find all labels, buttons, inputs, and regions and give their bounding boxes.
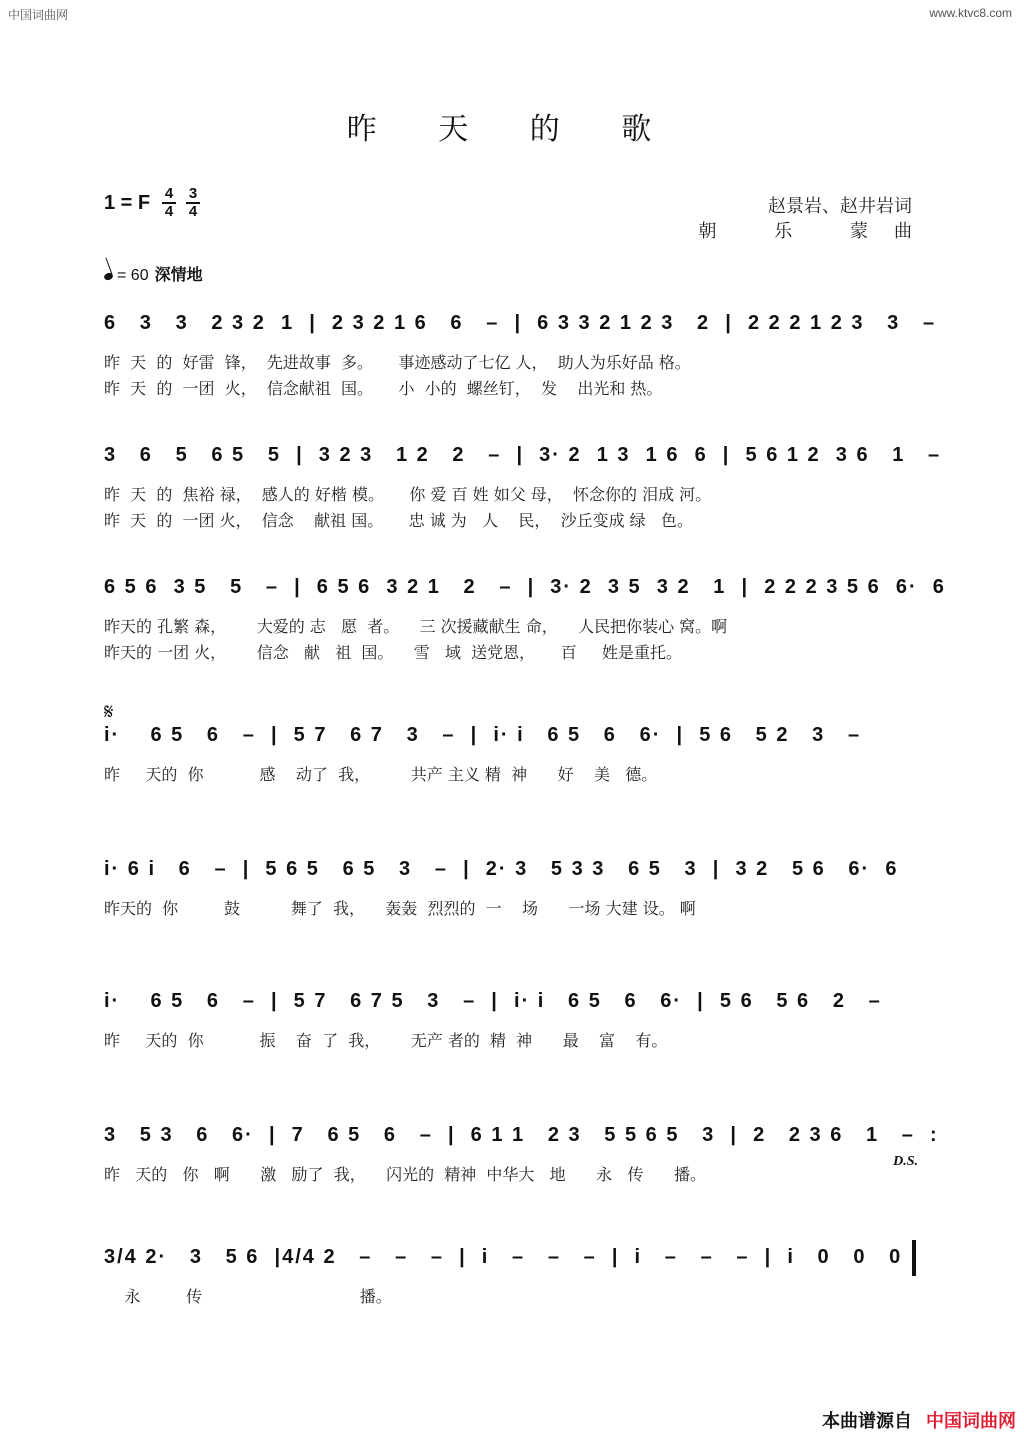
notation-row [100,1118,939,1162]
quarter-note-icon [103,272,114,282]
credit-composer: 朝 乐 蒙曲 [698,221,938,242]
score-system [100,306,937,402]
key-signature: 1 = F [104,192,151,214]
lyric-line: 昨 天 的 焦裕 禄， 感人的 好楷 模。 你 爱 百 姓 如父 母， 怀念你的 泪成 河。 [104,485,712,504]
lyric-line: 昨 天 的 一团 火， 信念献祖 国。 小 小的 螺丝钉， 发 出光和 热。 [104,379,663,398]
score-system [100,438,942,534]
jianpu-notes: 3 6 5 6 5 5 | 3 2 3 1 2 2 – | 3· 2 1 3 1 6 6 | 5 6 1 2 3 6 1 – [104,444,942,466]
jianpu-notes: 3/4 2· 3 5 6 |4/4 2 – – – | i – – – | i – – – | i 0 0 0 [104,1246,903,1268]
notation-row [100,1240,920,1284]
tempo-value: = 60 [117,267,149,284]
notation-row [100,438,942,482]
score-system [100,852,920,922]
time-signature-2 [186,186,200,220]
jianpu-notes: i· 6 5 6 – | 5 7 6 7 5 3 – | i· i 6 5 6 6· | 5 6 5 6 2 – [104,990,882,1012]
time-signature-1 [162,186,176,220]
score-system [100,718,920,788]
lyric-line: 昨 天的 你 振 奋 了 我， 无产 者的 精 神 最 富 有。 [104,1031,668,1050]
notation-row [100,570,946,614]
segno-sign: 𝄋 [104,700,114,725]
notation-row [100,852,920,896]
jianpu-notes: 6 3 3 2 3 2 1 | 2 3 2 1 6 6 – | 6 3 3 2 1 2 3 2 | 2 2 2 1 2 3 3 – [104,312,937,334]
score-system [100,1240,920,1310]
tempo-expression: 深情地 [154,265,203,284]
lyric-line: 昨天的 孔繁 森， 大爱的 志 愿 者。 三 次援藏献生 命， 人民把你装心 窝。啊 [104,617,728,636]
footer-credit [822,1407,1016,1433]
score-system [100,984,920,1054]
time-sig-1-top: 4 [164,185,174,202]
watermark-right: www.ktvc8.com [929,6,1012,20]
lyric-line: 昨天的 你 鼓 舞了 我， 轰轰 烈烈的 一 场 一场 大建 设。 啊 [104,899,696,918]
footer-source: 本曲谱源自 [822,1411,912,1431]
final-barline [912,1240,916,1276]
time-sig-2-bottom: 4 [186,202,200,220]
dal-segno-marking: D.S. [893,1154,918,1169]
notation-row [100,718,920,762]
tempo-marking [104,262,203,285]
score-system [100,570,946,666]
time-sig-2-top: 3 [188,185,198,202]
jianpu-notes: i· 6 i 6 – | 5 6 5 6 5 3 – | 2· 3 5 3 3 6 5 3 | 3 2 5 6 6· 6 [104,858,899,880]
lyric-line: 昨 天的 你 啊 激 励了 我， 闪光的 精神 中华大 地 永 传 播。 [104,1165,706,1184]
jianpu-notes: i· 6 5 6 – | 5 7 6 7 3 – | i· i 6 5 6 6· | 5 6 5 2 3 – [104,724,862,746]
score-system [100,1118,939,1188]
credit-lyricist: 赵景岩、赵井岩词 [768,196,912,217]
footer-site: 中国词曲网 [926,1411,1016,1431]
jianpu-notes: 6 5 6 3 5 5 – | 6 5 6 3 2 1 2 – | 3· 2 3 5 3 2 1 | 2 2 2 3 5 6 6· 6 [104,576,946,598]
lyric-line: 昨 天 的 一团 火， 信念 献祖 国。 忠 诚 为 人 民， 沙丘变成 绿 色。 [104,511,693,530]
notation-row [100,306,937,350]
watermark-left: 中国词曲网 [8,8,69,22]
song-title: 昨 天 的 歌 [346,112,678,147]
lyric-line: 昨 天的 你 感 动了 我， 共产 主义 精 神 好 美 德。 [104,765,658,784]
lyric-line: 昨 天 的 好雷 锋， 先进故事 多。 事迹感动了七亿 人， 助人为乐好品 格。 [104,353,691,372]
lyric-line: 昨天的 一团 火， 信念 献 祖 国。 雪 域 送党恩， 百 姓是重托。 [104,643,683,662]
notation-row [100,984,920,1028]
lyric-line: 永 传 播。 [104,1287,392,1306]
jianpu-notes: 3 5 3 6 6· | 7 6 5 6 – | 6 1 1 2 3 5 5 6 5 3 | 2 2 3 6 1 – : [104,1124,939,1146]
time-sig-1-bottom: 4 [162,202,176,220]
